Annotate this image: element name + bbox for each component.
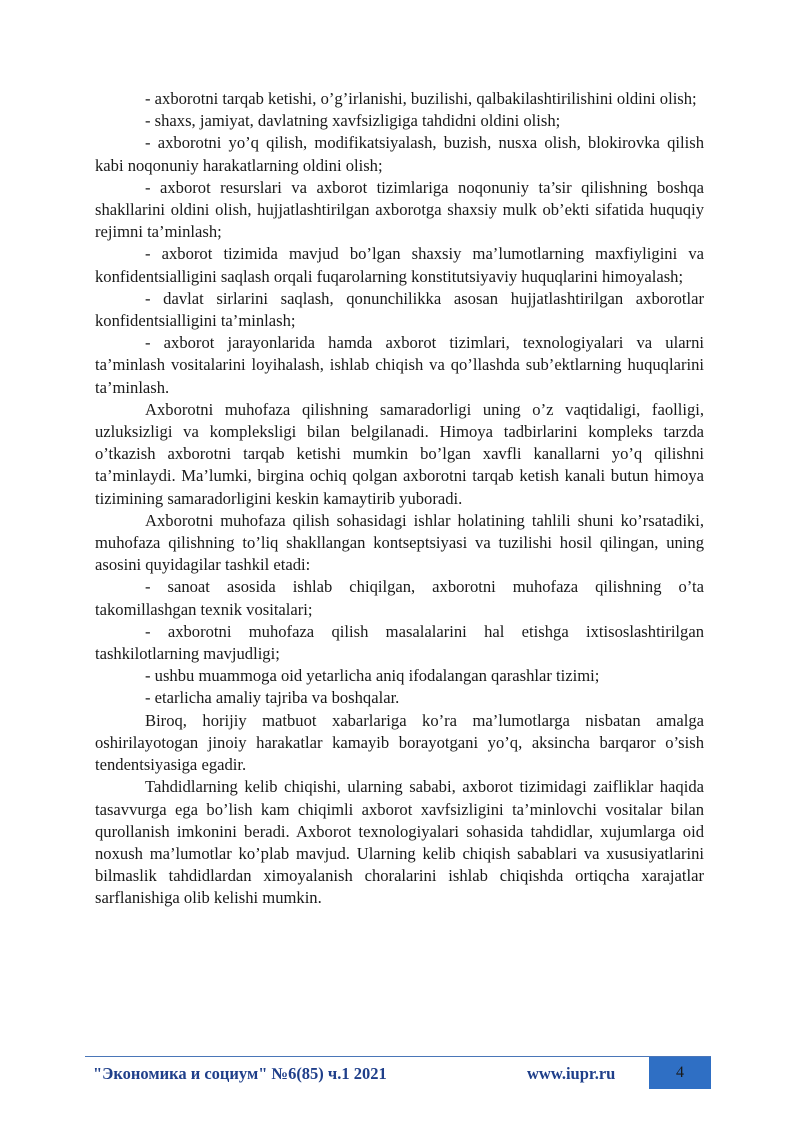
bullet-paragraph: - etarlicha amaliy tajriba va boshqalar. — [145, 688, 400, 708]
body-paragraph: Tahdidlarning kelib chiqishi, ularning sababi, axborot tizimidagi zaifliklar haqida tasavvurga ega bo’lish kam chiqimli axborot xavfsizligini ta’minlovchi vositalar bilan qurollanish imkonini beradi. Axborot texnologiyalari sohasida tahdidlar, xujumlarga oid noxush ma’lumotlar ko’plab mavjud. Ularning kelib chiqish sabablari va xususiyatlarini bilmaslik tahdidlardan ximoyalanish choralarini ishlab chiqishda ortiqcha xarajatlar sarflanishiga olib kelishi mumkin. — [95, 777, 704, 908]
bullet-paragraph: - axborot jarayonlarida hamda axborot tizimlari, texnologiyalari va ularni ta’minlash vositalarini loyihalash, ishlab chiqish va qo’llashda sub’ektlarning huquqlarini ta’minlash. — [95, 333, 704, 397]
bullet-paragraph: - axborot tizimida mavjud bo’lgan shaxsiy ma’lumotlarning maxfiyligini va konfidentsialligini saqlash orqali fuqarolarning konstitutsiyaviy huquqlarini himoyalash; — [95, 244, 704, 286]
bullet-paragraph: - axborot resurslari va axborot tizimlariga noqonuniy ta’sir qilishning boshqa shakllarini oldini olish, hujjatlashtirilgan axborotga shaxsiy mulk ob’ekti sifatida huquqiy rejimni ta’minlash; — [95, 177, 704, 242]
page-number-box — [649, 1057, 711, 1089]
footer-journal-title: "Экономика и социум" №6(85) ч.1 2021 — [93, 1064, 387, 1083]
body-paragraph: Axborotni muhofaza qilishning samaradorligi uning o’z vaqtidaligi, faolligi, uzluksizligi va kompleksligi bilan belgilanadi. Himoya tadbirlarini kompleks tarzda o’tkazish axborotni tarqab ketishi mumkin bo’lgan xavfli kanallarni yo’q qilishni ta’minlaydi. Ma’lumki, birgina ochiq qolgan axborotni tarqab ketish kanali butun himoya tizimining samaradorligini keskin kamaytirib yuboradi. — [95, 399, 704, 508]
body-text — [95, 88, 704, 910]
bullet-paragraph: - axborotni tarqab ketishi, o’g’irlanishi, buzilishi, qalbakilashtirilishini oldini olish; — [145, 89, 697, 108]
bullet-paragraph: - davlat sirlarini saqlash, qonunchilikka asosan hujjatlashtirilgan axborotlar konfidentsialligini ta’minlash; — [95, 288, 704, 331]
body-paragraph: Biroq, horijiy matbuot xabarlariga ko’ra ma’lumotlarga nisbatan amalga oshirilayotogan jinoiy harakatlar kamayib borayotgani yo’q, aksincha barqaror o’sish tendentsiyasiga egadir. — [95, 710, 704, 775]
bullet-paragraph: - ushbu muammoga oid yetarlicha aniq ifodalangan qarashlar tizimi; — [145, 666, 600, 686]
bullet-paragraph: - sanoat asosida ishlab chiqilgan, axborotni muhofaza qilishning o’ta takomillashgan texnik vositalari; — [95, 577, 704, 619]
footer-divider — [85, 1056, 711, 1057]
footer-website: www.iupr.ru — [527, 1064, 616, 1083]
bullet-paragraph: - axborotni muhofaza qilish masalalarini hal etishga ixtisoslashtirilgan tashkilotlarning mavjudligi; — [95, 621, 704, 664]
body-paragraph: Axborotni muhofaza qilish sohasidagi ishlar holatining tahlili shuni ko’rsatadiki, muhofaza qilishning to’liq shakllangan kontseptsiyasi va tuzilishi hosil qilingan, uning asosini quyidagilar tashkil etadi: — [95, 510, 704, 575]
bullet-paragraph: - axborotni yo’q qilish, modifikatsiyalash, buzish, nusxa olish, blokirovka qilish kabi noqonuniy harakatlarning oldini olish; — [95, 133, 704, 175]
bullet-paragraph: - shaxs, jamiyat, davlatning xavfsizligiga tahdidni oldini olish; — [145, 111, 561, 131]
page-number: 4 — [676, 1064, 684, 1081]
